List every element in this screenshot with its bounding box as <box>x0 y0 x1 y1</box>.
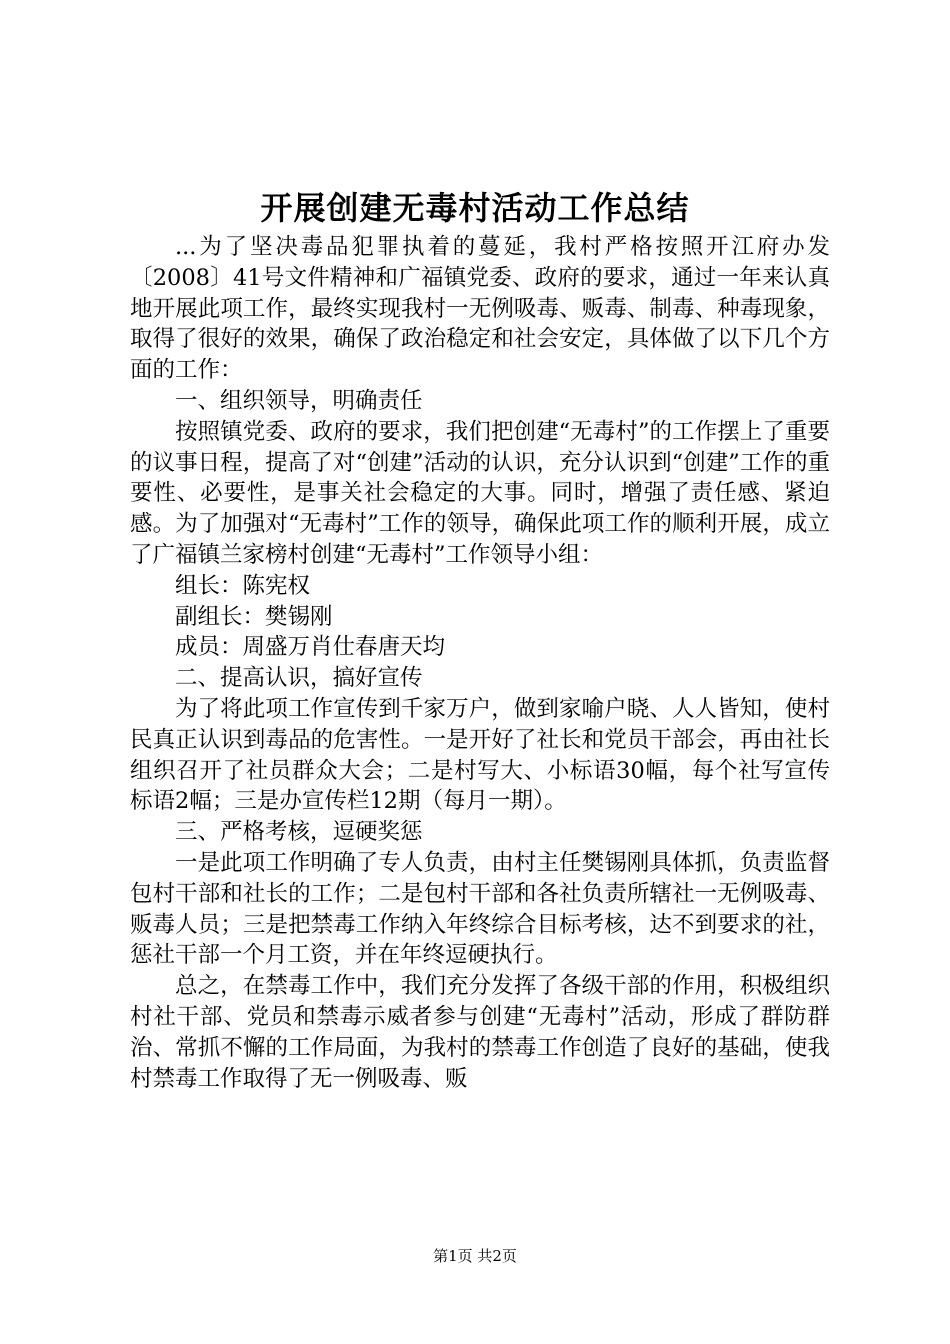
section-3-paragraph: 一是此项工作明确了专人负责，由村主任樊锡刚具体抓，负责监督包村干部和社长的工作；二是包村干部和各社负责所辖社一无例吸毒、贩毒人员；三是把禁毒工作纳入年终综合目标考核，达不到要求的社，惩社干部一个月工资，并在年终逗硬执行。 <box>130 849 830 969</box>
section-3-heading: 三、严格考核，逗硬奖惩 <box>175 819 423 846</box>
section-1-paragraph: 按照镇党委、政府的要求，我们把创建“无毒村”的工作摆上了重要的议事日程，提高了对“创建”活动的认识，充分认识到“创建”工作的重要性、必要性，是事关社会稳定的大事。同时，增强了责任感、紧迫感。为了加强对“无毒村”工作的领导，确保此项工作的顺利开展，成立了广福镇兰家榜村创建“无毒村”工作领导小组： <box>130 418 830 568</box>
deputy-line: 副组长：樊锡刚 <box>175 603 333 630</box>
section-2-heading: 二、提高认识，搞好宣传 <box>175 665 423 692</box>
members-line: 成员：周盛万肖仕春唐天均 <box>175 634 446 661</box>
conclusion-paragraph: 总之，在禁毒工作中，我们充分发挥了各级干部的作用，积极组织村社干部、党员和禁毒示威者参与创建“无毒村”活动，形成了群防群治、常抓不懈的工作局面，为我村的禁毒工作创造了良好的基础，使我村禁毒工作取得了无一例吸毒、贩 <box>130 973 830 1092</box>
intro-paragraph: ...为了坚决毒品犯罪执着的蔓延，我村严格按照开江府办发〔2008〕41号文件精神和广福镇党委、政府的要求，通过一年来认真地开展此项工作，最终实现我村一无例吸毒、贩毒、制毒、种毒现象，取得了很好的效果，确保了政治稳定和社会安定，具体做了以下几个方面的工作： <box>130 234 830 384</box>
section-1-heading: 一、组织领导，明确责任 <box>175 387 423 414</box>
page-footer: 第1页 共2页 <box>433 1247 517 1265</box>
document-body <box>130 232 830 1094</box>
section-2-paragraph: 为了将此项工作宣传到千家万户，做到家喻户晓、人人皆知，使村民真正认识到毒品的危害性。一是开好了社长和党员干部会，再由社长组织召开了社员群众大会；二是村写大、小标语30幅，每个社写宣传标语2幅；三是办宣传栏12期（每月一期）。 <box>130 695 830 815</box>
document-title: 开展创建无毒村活动工作总结 <box>260 189 690 227</box>
leader-line: 组长：陈宪权 <box>175 572 311 599</box>
